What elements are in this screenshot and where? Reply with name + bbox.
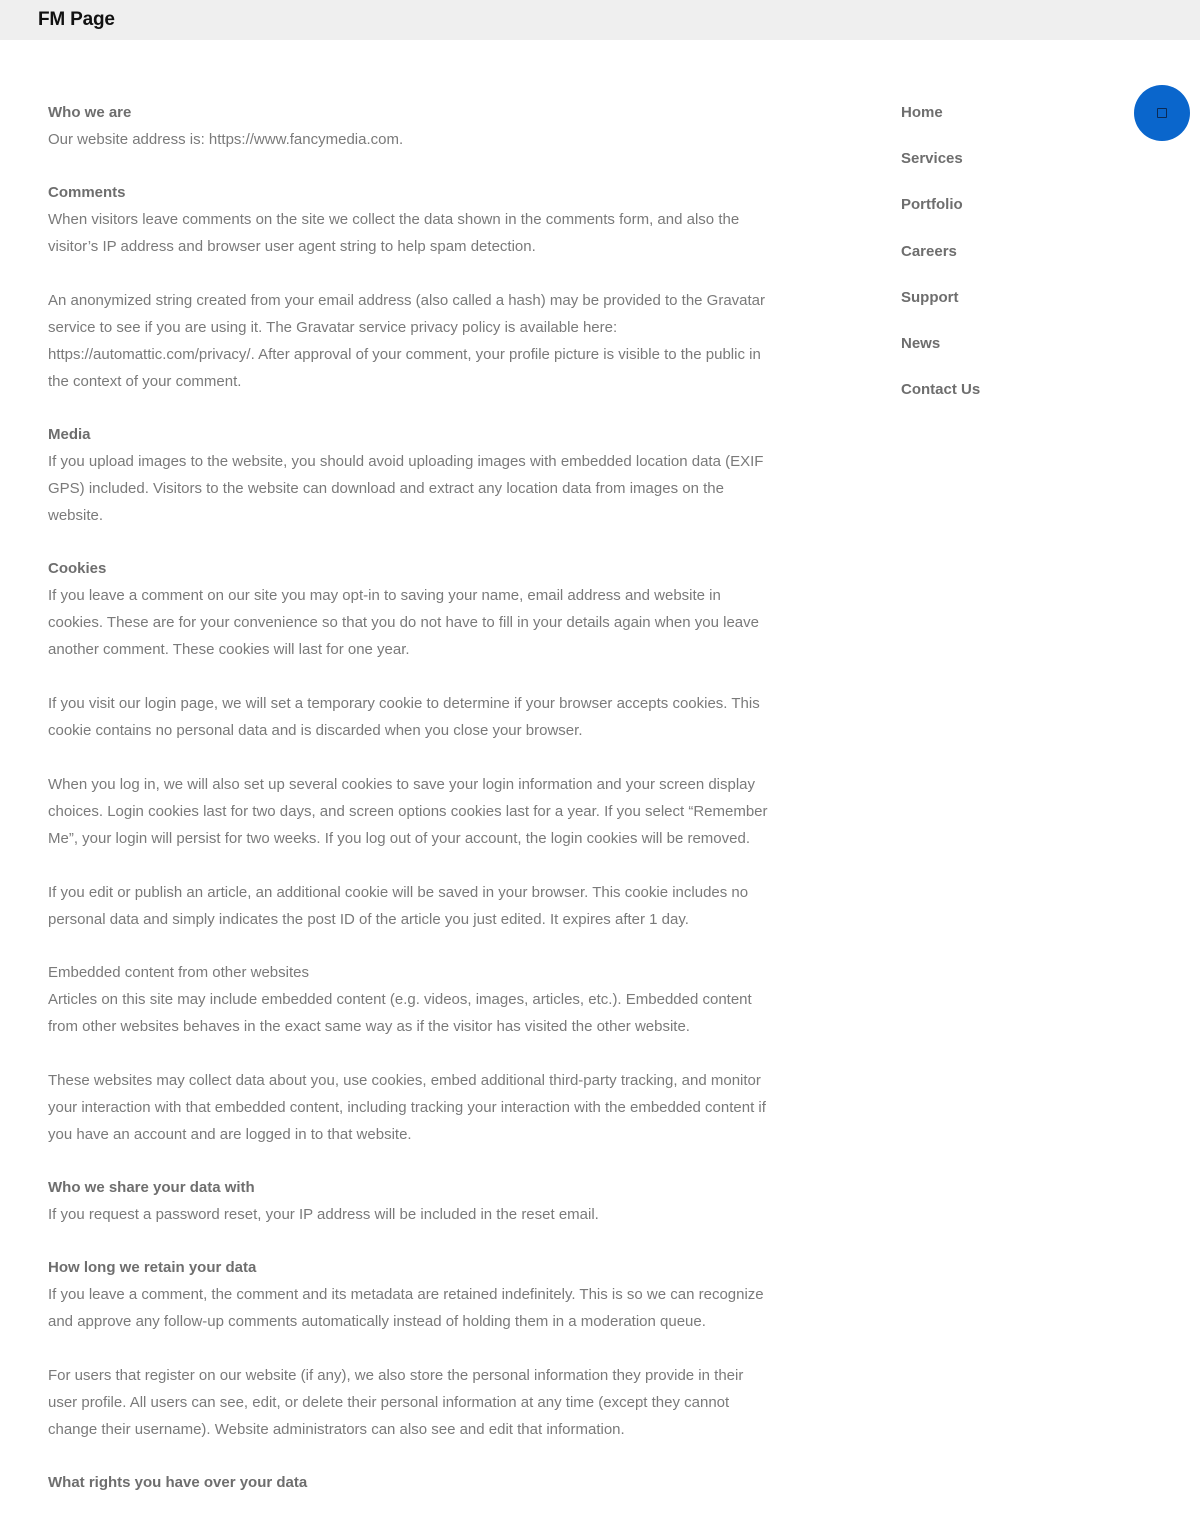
square-icon (1157, 108, 1167, 118)
section-heading: Cookies (48, 560, 107, 577)
section-media (48, 421, 773, 529)
sidebar-item-news[interactable]: News (901, 334, 941, 352)
section-paragraph: If you visit our login page, we will set a temporary cookie to determine if your browser accepts cookies. This cookie contains no personal data and is discarded when you close your browser. (48, 695, 760, 739)
privacy-policy-content (48, 99, 773, 1522)
section-heading: Media (48, 426, 91, 443)
sidebar-item-support[interactable]: Support (901, 288, 959, 306)
sidebar-item-services[interactable]: Services (901, 150, 963, 168)
section-heading: How long we retain your data (48, 1259, 257, 1276)
section-paragraph: Our website address is: https://www.fancymedia.com. (48, 131, 404, 148)
section-heading: What rights you have over your data (48, 1474, 308, 1491)
section-paragraph: If you request a password reset, your IP address will be included in the reset email. (48, 1206, 599, 1223)
section-who-we-are (48, 99, 773, 153)
floating-action-button[interactable] (1134, 85, 1190, 141)
section-paragraph: If you edit or publish an article, an additional cookie will be saved in your browser. This cookie includes no personal data and simply indicates the post ID of the article you just edited. It expires after 1 day. (48, 884, 749, 928)
sidebar-item-home[interactable]: Home (901, 104, 943, 121)
section-paragraph: If you upload images to the website, you should avoid uploading images with embedded location data (EXIF GPS) included. Visitors to the website can download and extract any location data from images on the website. (48, 453, 764, 524)
site-title[interactable]: FM Page (38, 9, 115, 30)
section-paragraph: When you log in, we will also set up several cookies to save your login information and your screen display choices. Login cookies last for two days, and screen options cookies last for a year. If you select “Remember Me”, your login will persist for two weeks. If you log out of your account, the login cookies will be removed. (48, 776, 768, 847)
section-paragraph: If you leave a comment, the comment and its metadata are retained indefinitely. This is so we can recognize and approve any follow-up comments automatically instead of holding them in a moderation queue. (48, 1286, 764, 1330)
section-heading: Who we are (48, 104, 132, 121)
section-paragraph: For users that register on our website (if any), we also store the personal information they provide in their user profile. All users can see, edit, or delete their personal information at any time (except they cannot change their username). Website administrators can also see and edit that information. (48, 1367, 744, 1438)
section-data-sharing (48, 1174, 773, 1228)
section-embedded-content (48, 959, 773, 1148)
section-heading: Who we share your data with (48, 1179, 255, 1196)
section-heading: Comments (48, 184, 126, 201)
section-data-retention (48, 1254, 773, 1443)
section-paragraph: These websites may collect data about you, use cookies, embed additional third-party tracking, and monitor your interaction with that embedded content, including tracking your interaction with the embedded content if you have an account and are logged in to that website. (48, 1072, 766, 1143)
sidebar-nav (901, 99, 1101, 422)
section-heading: Embedded content from other websites (48, 964, 309, 981)
sidebar-item-careers[interactable]: Careers (901, 242, 957, 260)
section-paragraph: If you leave a comment on our site you may opt-in to saving your name, email address and website in cookies. These are for your convenience so that you do not have to fill in your details again when you leave another comment. These cookies will last for one year. (48, 587, 759, 658)
section-cookies (48, 555, 773, 933)
section-comments (48, 179, 773, 395)
sidebar-item-contact-us[interactable]: Contact Us (901, 381, 981, 399)
section-your-rights (48, 1469, 773, 1496)
sidebar-item-portfolio[interactable]: Portfolio (901, 196, 963, 214)
section-paragraph: Articles on this site may include embedded content (e.g. videos, images, articles, etc.). Embedded content from other websites behaves in the exact same way as if the visitor has visited the other website. (48, 991, 752, 1035)
section-paragraph: When visitors leave comments on the site we collect the data shown in the comments form, and also the visitor’s IP address and browser user agent string to help spam detection. (48, 211, 740, 255)
top-bar (0, 0, 1200, 40)
section-paragraph: An anonymized string created from your email address (also called a hash) may be provided to the Gravatar service to see if you are using it. The Gravatar service privacy policy is available here: https://automattic.com/privacy/. After approval of your comment, your profile picture is visible to the public in the context of your comment. (48, 292, 766, 390)
